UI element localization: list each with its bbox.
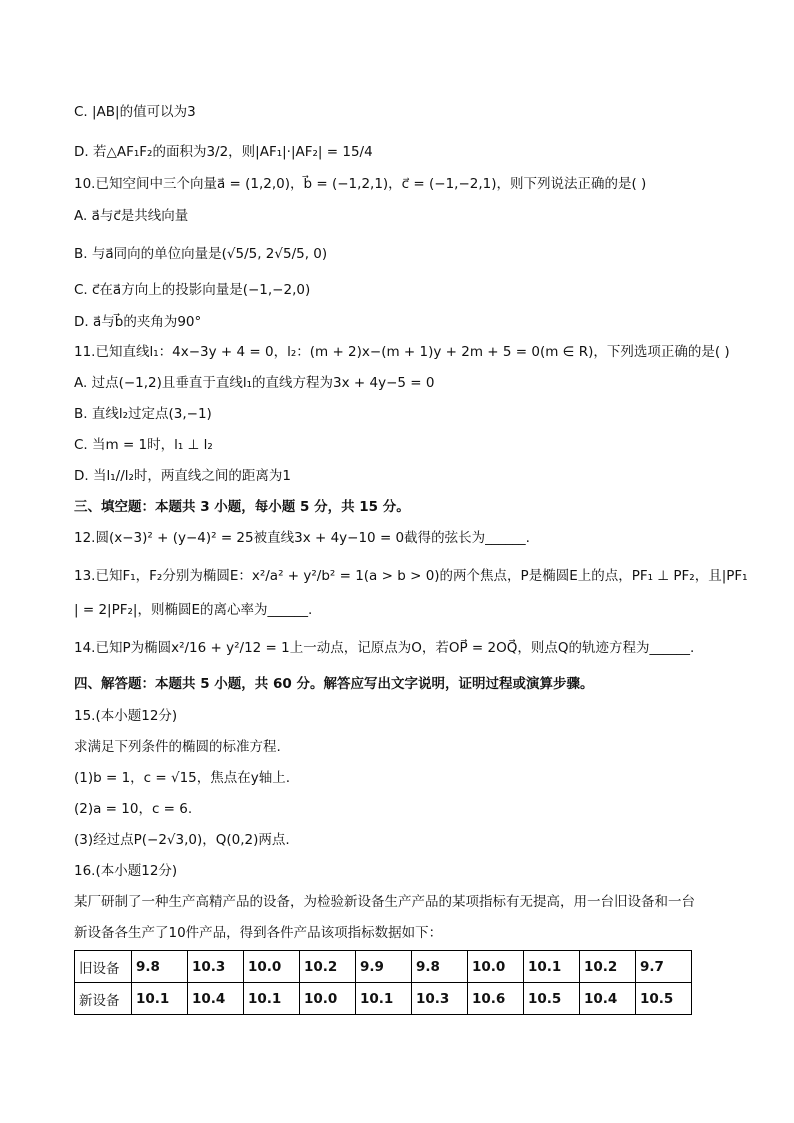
text-line-q15-2: (2)a = 10，c = 6. [74, 801, 193, 817]
table-cell: 9.8 [412, 951, 468, 983]
text-line-q11-c: C. 当m = 1时，l₁ ⊥ l₂ [74, 437, 213, 453]
text-line-q12: 12.圆(x−3)² + (y−4)² = 25被直线3x + 4y−10 = 0截得的弦长为______. [74, 530, 530, 546]
text-line-q10-b: B. 与a⃗同向的单位向量是(√5/5, 2√5/5, 0) [74, 246, 328, 262]
table-cell: 10.1 [244, 983, 300, 1015]
text-line-q15-3: (3)经过点P(−2√3,0)，Q(0,2)两点. [74, 832, 290, 848]
text-line-q10-a: A. a⃗与c⃗是共线向量 [74, 208, 189, 224]
text-line-q11-b: B. 直线l₂过定点(3,−1) [74, 406, 212, 422]
device-data-table [74, 950, 692, 1015]
table-cell: 10.0 [300, 983, 356, 1015]
table-row [75, 951, 692, 983]
text-line-q14: 14.已知P为椭圆x²/16 + y²/12 = 1上一动点，记原点为O，若OP⃗ = 2OQ⃗，则点Q的轨迹方程为______. [74, 640, 695, 656]
row-label: 新设备 [75, 983, 132, 1015]
text-line-q13-l1: 13.已知F₁，F₂分别为椭圆E：x²/a² + y²/b² = 1(a > b > 0)的两个焦点，P是椭圆E上的点，PF₁ ⊥ PF₂，且|PF₁ [74, 568, 748, 584]
text-line-q16-l2: 新设备各生产了10件产品，得到各件产品该项指标数据如下： [74, 925, 443, 941]
table-cell: 9.9 [356, 951, 412, 983]
text-line-section3: 三、填空题：本题共 3 小题，每小题 5 分，共 15 分。 [74, 499, 410, 515]
text-line-d-option-prev: D. 若△AF₁F₂的面积为3/2，则|AF₁|·|AF₂| = 15/4 [74, 144, 373, 160]
table-cell: 10.1 [524, 951, 580, 983]
table-cell: 10.4 [188, 983, 244, 1015]
text-line-c-option-prev: C. |AB|的值可以为3 [74, 104, 196, 120]
text-line-q13-l2: | = 2|PF₂|，则椭圆E的离心率为______. [74, 602, 313, 618]
text-line-q16-l1: 某厂研制了一种生产高精产品的设备，为检验新设备生产产品的某项指标有无提高，用一台旧设备和一台 [74, 894, 695, 910]
table-cell: 10.5 [636, 983, 692, 1015]
table-cell: 10.1 [132, 983, 188, 1015]
table-cell: 9.8 [132, 951, 188, 983]
text-line-q15-stem: 求满足下列条件的椭圆的标准方程. [74, 739, 281, 755]
table-cell: 9.7 [636, 951, 692, 983]
text-line-q16-head: 16.(本小题12分) [74, 863, 178, 879]
text-line-q10: 10.已知空间中三个向量a⃗ = (1,2,0)，b⃗ = (−1,2,1)，c⃗ = (−1,−2,1)，则下列说法正确的是( ) [74, 176, 647, 192]
text-line-q10-c: C. c⃗在a⃗方向上的投影向量是(−1,−2,0) [74, 282, 311, 298]
table-cell: 10.6 [468, 983, 524, 1015]
table-row [75, 983, 692, 1015]
text-line-q11-a: A. 过点(−1,2)且垂直于直线l₁的直线方程为3x + 4y−5 = 0 [74, 375, 435, 391]
row-label: 旧设备 [75, 951, 132, 983]
text-line-q11-d: D. 当l₁//l₂时，两直线之间的距离为1 [74, 468, 291, 484]
text-line-q15-head: 15.(本小题12分) [74, 708, 178, 724]
table-cell: 10.5 [524, 983, 580, 1015]
table-cell: 10.1 [356, 983, 412, 1015]
table-cell: 10.0 [468, 951, 524, 983]
table-cell: 10.2 [580, 951, 636, 983]
text-line-q10-d: D. a⃗与b⃗的夹角为90° [74, 314, 202, 330]
table-cell: 10.0 [244, 951, 300, 983]
table-cell: 10.3 [188, 951, 244, 983]
table-cell: 10.4 [580, 983, 636, 1015]
text-line-q11: 11.已知直线l₁：4x−3y + 4 = 0，l₂：(m + 2)x−(m + 1)y + 2m + 5 = 0(m ∈ R)，下列选项正确的是( ) [74, 344, 730, 360]
table-cell: 10.3 [412, 983, 468, 1015]
text-line-q15-1: (1)b = 1，c = √15，焦点在y轴上. [74, 770, 291, 786]
text-line-section4: 四、解答题：本题共 5 小题，共 60 分。解答应写出文字说明，证明过程或演算步骤。 [74, 676, 594, 692]
table-cell: 10.2 [300, 951, 356, 983]
